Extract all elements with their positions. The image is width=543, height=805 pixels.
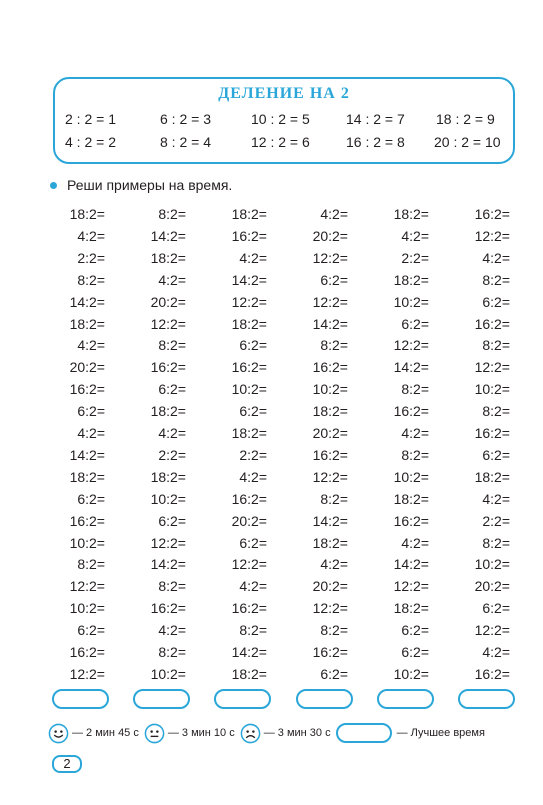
math-problem: 12:2= xyxy=(69,578,105,595)
math-problem: 8:2= xyxy=(77,271,105,288)
math-problem: 18:2= xyxy=(231,206,267,222)
math-problem: 16:2= xyxy=(393,403,429,420)
best-time-box[interactable] xyxy=(336,723,392,743)
math-problem: 14:2= xyxy=(69,293,105,310)
math-problem: 16:2= xyxy=(150,600,186,617)
math-problem: 14:2= xyxy=(312,315,348,332)
math-problem: 16:2= xyxy=(312,644,348,660)
math-problem: 20:2= xyxy=(69,359,105,376)
math-problem: 12:2= xyxy=(474,359,510,376)
math-problem: 10:2= xyxy=(69,600,105,617)
math-problem: 16:2= xyxy=(69,512,105,529)
math-problem: 4:2= xyxy=(239,578,267,595)
math-problem: 6:2= xyxy=(482,446,510,463)
math-problem: 12:2= xyxy=(474,227,510,244)
happy-face-icon xyxy=(48,723,69,744)
math-problem: 18:2= xyxy=(231,665,267,682)
math-problem: 4:2= xyxy=(401,227,429,244)
neutral-face-icon xyxy=(144,723,165,744)
math-problem: 6:2= xyxy=(239,337,267,354)
math-problem: 16:2= xyxy=(231,490,267,507)
math-problem: 4:2= xyxy=(482,490,510,507)
math-problem: 10:2= xyxy=(474,381,510,398)
math-problem: 6:2= xyxy=(77,490,105,507)
math-problem: 18:2= xyxy=(69,206,105,222)
math-problem: 14:2= xyxy=(231,271,267,288)
math-problem: 18:2= xyxy=(150,249,186,266)
math-problem: 16:2= xyxy=(393,512,429,529)
math-problem: 12:2= xyxy=(312,468,348,485)
math-problem: 16:2= xyxy=(150,359,186,376)
math-problem: 12:2= xyxy=(69,665,105,682)
math-problem: 8:2= xyxy=(239,622,267,639)
math-problem: 8:2= xyxy=(320,622,348,639)
math-problem: 16:2= xyxy=(231,359,267,376)
time-legend xyxy=(48,722,485,744)
math-problem: 8:2= xyxy=(158,337,186,354)
math-problem: 18:2= xyxy=(474,468,510,485)
reference-fact: 16 : 2 = 8 xyxy=(346,134,405,150)
math-problem: 2:2= xyxy=(401,249,429,266)
math-problem: 6:2= xyxy=(77,403,105,420)
math-problem: 18:2= xyxy=(312,403,348,420)
math-problem: 8:2= xyxy=(320,490,348,507)
reference-fact: 14 : 2 = 7 xyxy=(346,111,405,127)
math-problem: 6:2= xyxy=(320,271,348,288)
math-problem: 6:2= xyxy=(239,403,267,420)
math-problem: 14:2= xyxy=(231,644,267,660)
neutral-time-label: — 3 мин 10 с xyxy=(167,727,235,739)
math-problem: 4:2= xyxy=(77,425,105,441)
math-problem: 4:2= xyxy=(77,337,105,354)
answer-box[interactable] xyxy=(377,689,434,709)
reference-fact: 6 : 2 = 3 xyxy=(160,111,211,127)
reference-fact: 12 : 2 = 6 xyxy=(251,134,310,150)
answer-box[interactable] xyxy=(133,689,190,709)
math-problem: 6:2= xyxy=(401,622,429,639)
math-problem: 20:2= xyxy=(474,578,510,595)
math-problem: 18:2= xyxy=(231,425,267,441)
math-problem: 8:2= xyxy=(482,271,510,288)
math-problem: 10:2= xyxy=(312,381,348,398)
math-problem: 20:2= xyxy=(231,512,267,529)
math-problem: 16:2= xyxy=(312,446,348,463)
reference-fact: 10 : 2 = 5 xyxy=(251,111,310,127)
math-problem: 18:2= xyxy=(393,600,429,617)
math-problem: 8:2= xyxy=(401,446,429,463)
math-problem: 8:2= xyxy=(320,337,348,354)
math-problem: 20:2= xyxy=(312,227,348,244)
math-problem: 12:2= xyxy=(150,315,186,332)
math-problem: 6:2= xyxy=(482,600,510,617)
math-problem: 12:2= xyxy=(393,578,429,595)
math-problem: 10:2= xyxy=(393,665,429,682)
math-problem: 10:2= xyxy=(69,534,105,551)
math-problem: 14:2= xyxy=(393,556,429,573)
math-problem: 18:2= xyxy=(393,271,429,288)
math-problem: 16:2= xyxy=(474,315,510,332)
math-problem: 18:2= xyxy=(393,206,429,222)
math-problem: 8:2= xyxy=(401,381,429,398)
math-problem: 2:2= xyxy=(77,249,105,266)
math-problem: 2:2= xyxy=(482,512,510,529)
math-problem: 4:2= xyxy=(401,534,429,551)
reference-fact: 20 : 2 = 10 xyxy=(434,134,501,150)
math-problem: 2:2= xyxy=(239,446,267,463)
math-problem: 18:2= xyxy=(69,315,105,332)
math-problem: 4:2= xyxy=(239,468,267,485)
math-problem: 14:2= xyxy=(312,512,348,529)
math-problem: 16:2= xyxy=(69,644,105,660)
reference-box xyxy=(53,77,515,164)
math-problem: 4:2= xyxy=(320,556,348,573)
math-problem: 18:2= xyxy=(150,403,186,420)
answer-box[interactable] xyxy=(458,689,515,709)
math-problem: 12:2= xyxy=(150,534,186,551)
math-problem: 8:2= xyxy=(158,206,186,222)
math-problem: 4:2= xyxy=(482,249,510,266)
math-problem: 14:2= xyxy=(150,556,186,573)
reference-fact: 8 : 2 = 4 xyxy=(160,134,211,150)
math-problem: 6:2= xyxy=(401,644,429,660)
math-problem: 4:2= xyxy=(158,425,186,441)
math-problem: 6:2= xyxy=(239,534,267,551)
math-problem: 2:2= xyxy=(158,446,186,463)
math-problem: 12:2= xyxy=(474,622,510,639)
math-problem: 18:2= xyxy=(393,490,429,507)
math-problem: 16:2= xyxy=(231,600,267,617)
math-problem: 14:2= xyxy=(150,227,186,244)
math-problem: 14:2= xyxy=(69,446,105,463)
math-problem: 16:2= xyxy=(474,665,510,682)
math-problem: 12:2= xyxy=(231,293,267,310)
math-problem: 4:2= xyxy=(158,271,186,288)
math-problem: 20:2= xyxy=(312,578,348,595)
math-problem: 6:2= xyxy=(401,315,429,332)
math-problem: 4:2= xyxy=(320,206,348,222)
math-problem: 8:2= xyxy=(77,556,105,573)
math-problem: 4:2= xyxy=(239,249,267,266)
bullet-icon xyxy=(50,182,57,189)
task-text: Реши примеры на время. xyxy=(67,177,233,193)
math-problem: 12:2= xyxy=(393,337,429,354)
best-time-label: — Лучшее время xyxy=(396,727,485,739)
math-problem: 18:2= xyxy=(69,468,105,485)
math-problem: 12:2= xyxy=(312,249,348,266)
math-problem: 10:2= xyxy=(393,468,429,485)
math-problem: 8:2= xyxy=(158,578,186,595)
math-problem: 12:2= xyxy=(312,293,348,310)
answer-box[interactable] xyxy=(296,689,353,709)
math-problem: 4:2= xyxy=(158,622,186,639)
math-problem: 6:2= xyxy=(482,293,510,310)
math-problem: 14:2= xyxy=(393,359,429,376)
math-problem: 18:2= xyxy=(312,534,348,551)
math-problem: 10:2= xyxy=(393,293,429,310)
math-problem: 8:2= xyxy=(482,403,510,420)
reference-fact: 2 : 2 = 1 xyxy=(65,111,116,127)
math-problem: 16:2= xyxy=(312,359,348,376)
math-problem: 8:2= xyxy=(482,337,510,354)
answer-box[interactable] xyxy=(214,689,271,709)
happy-time-label: — 2 мин 45 с xyxy=(72,727,139,739)
page-number: 2 xyxy=(52,755,82,773)
math-problem: 16:2= xyxy=(69,381,105,398)
math-problem: 12:2= xyxy=(312,600,348,617)
reference-title: ДЕЛЕНИЕ НА 2 xyxy=(218,85,350,102)
math-problem: 6:2= xyxy=(158,381,186,398)
math-problem: 8:2= xyxy=(482,534,510,551)
math-problem: 12:2= xyxy=(231,556,267,573)
math-problem: 20:2= xyxy=(150,293,186,310)
math-problem: 10:2= xyxy=(474,556,510,573)
math-problem: 16:2= xyxy=(231,227,267,244)
math-problem: 6:2= xyxy=(158,512,186,529)
math-problem: 4:2= xyxy=(401,425,429,441)
math-problem: 18:2= xyxy=(231,315,267,332)
math-problem: 10:2= xyxy=(231,381,267,398)
reference-fact: 4 : 2 = 2 xyxy=(65,134,116,150)
math-problem: 18:2= xyxy=(150,468,186,485)
math-problem: 6:2= xyxy=(320,665,348,682)
reference-fact: 18 : 2 = 9 xyxy=(436,111,495,127)
math-problem: 8:2= xyxy=(158,644,186,660)
math-problem: 4:2= xyxy=(77,227,105,244)
task-instruction xyxy=(50,177,232,193)
math-problem: 16:2= xyxy=(474,206,510,222)
math-problem: 6:2= xyxy=(77,622,105,639)
math-problem: 10:2= xyxy=(150,490,186,507)
math-problem: 4:2= xyxy=(482,644,510,660)
math-problem: 10:2= xyxy=(150,665,186,682)
sad-time-label: — 3 мин 30 с xyxy=(263,727,331,739)
math-problem: 16:2= xyxy=(474,425,510,441)
sad-face-icon xyxy=(240,723,261,744)
answer-box[interactable] xyxy=(52,689,109,709)
math-problem: 20:2= xyxy=(312,425,348,441)
